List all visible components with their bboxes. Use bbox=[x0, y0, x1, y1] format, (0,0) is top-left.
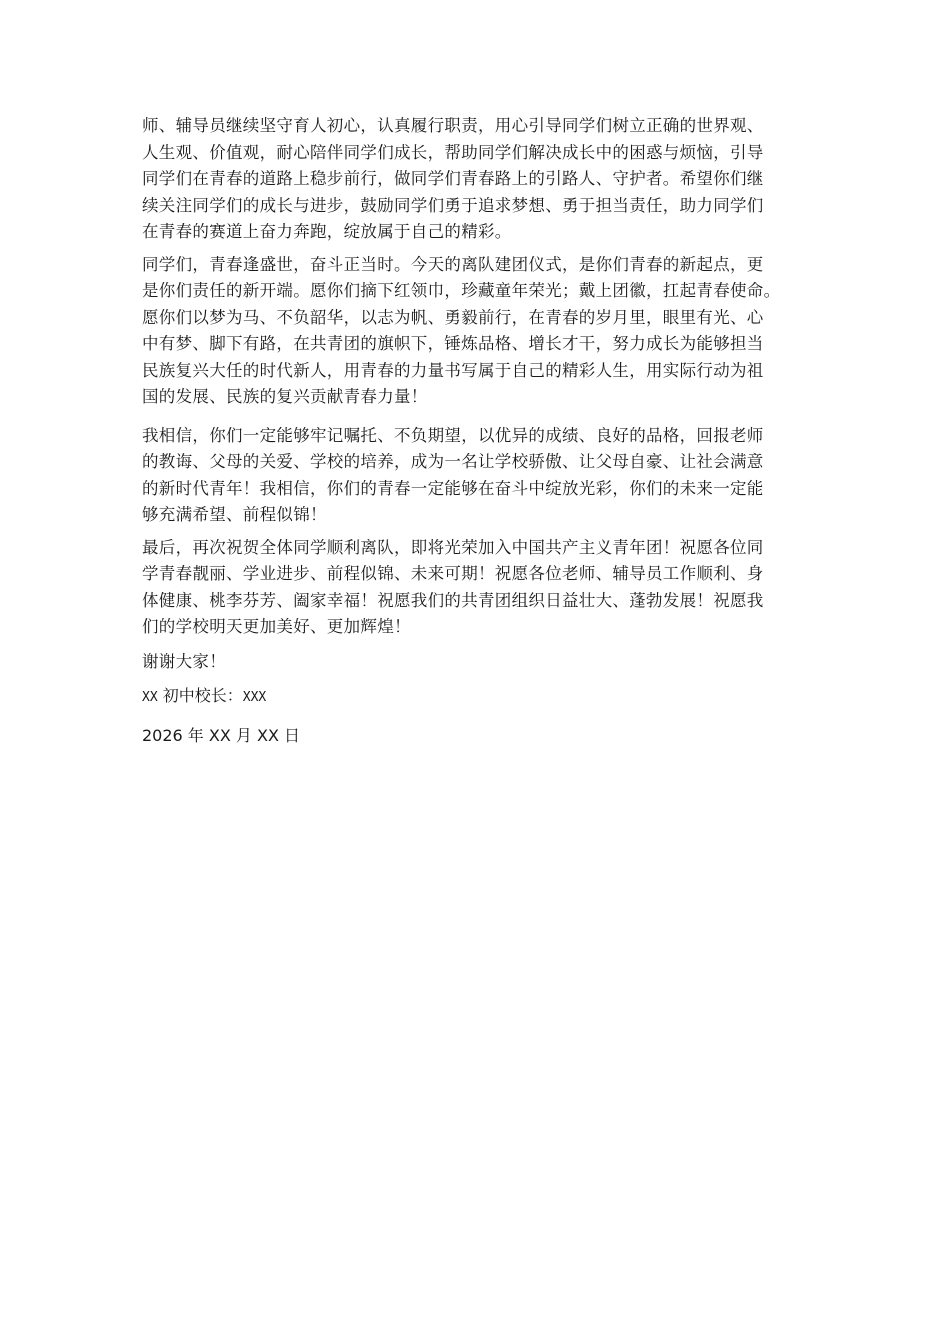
text-line: 师、辅导员继续坚守育人初心，认真履行职责，用心引导同学们树立正确的世界观、 bbox=[142, 116, 764, 135]
paragraph-thanks bbox=[142, 649, 822, 676]
text-line: 谢谢大家！ bbox=[142, 651, 226, 671]
text-line: 国的发展、民族的复兴贡献青春力量！ bbox=[142, 387, 428, 406]
paragraph-closing-wishes bbox=[142, 535, 822, 641]
school-prefix: XX bbox=[142, 690, 158, 705]
paragraph-belief bbox=[142, 423, 822, 529]
text-line: 是你们责任的新开端。愿你们摘下红领巾，珍藏童年荣光；戴上团徽，扛起青春使命。 bbox=[142, 281, 781, 300]
text-line: 民族复兴大任的时代新人，用青春的力量书写属于自己的精彩人生，用实际行动为祖 bbox=[142, 360, 764, 380]
text-line: 的教诲、父母的关爱、学校的培养，成为一名让学校骄傲、让父母自豪、让社会满意 bbox=[142, 452, 764, 471]
text-line: 学青春靓丽、学业进步、前程似锦、未来可期！祝愿各位老师、辅导员工作顺利、身 bbox=[142, 564, 764, 583]
text-line: 们的学校明天更加美好、更加辉煌！ bbox=[142, 617, 411, 636]
document-body bbox=[142, 113, 822, 749]
text-line: 同学们在青春的道路上稳步前行，做同学们青春路上的引路人、守护者。希望你们继 bbox=[142, 169, 764, 188]
text-line: 体健康、桃李芬芳、阖家幸福！祝愿我们的共青团组织日益壮大、蓬勃发展！祝愿我 bbox=[142, 590, 764, 610]
text-line: 最后，再次祝贺全体同学顺利离队，即将光荣加入中国共产主义青年团！祝愿各位同 bbox=[142, 537, 764, 557]
signature-line bbox=[142, 683, 822, 711]
text-line: 愿你们以梦为马、不负韶华，以志为帆、勇毅前行，在青春的岁月里，眼里有光、心 bbox=[142, 307, 764, 327]
text-line: 够充满希望、前程似锦！ bbox=[142, 505, 327, 524]
principal-name: XXX bbox=[242, 690, 267, 705]
text-line: 续关注同学们的成长与进步，鼓励同学们勇于追求梦想、勇于担当责任，助力同学们 bbox=[142, 195, 764, 215]
date-line: 2026 年 XX 月 XX 日 bbox=[142, 726, 300, 745]
text-line: 人生观、价值观，耐心陪伴同学们成长，帮助同学们解决成长中的困惑与烦恼，引导 bbox=[142, 142, 764, 162]
text-line: 中有梦、脚下有路，在共青团的旗帜下，锤炼品格、增长才干，努力成长为能够担当 bbox=[142, 334, 764, 353]
paragraph-students bbox=[142, 252, 822, 411]
text-line: 的新时代青年！我相信，你们的青春一定能够在奋斗中绽放光彩，你们的未来一定能 bbox=[142, 478, 764, 498]
text-line: 同学们，青春逢盛世，奋斗正当时。今天的离队建团仪式，是你们青春的新起点，更 bbox=[142, 254, 764, 274]
text-line: 我相信，你们一定能够牢记嘱托、不负期望，以优异的成绩、良好的品格，回报老师 bbox=[142, 425, 764, 445]
paragraph-teachers bbox=[142, 113, 822, 246]
text-line: 在青春的赛道上奋力奔跑，绽放属于自己的精彩。 bbox=[142, 222, 512, 241]
school-title: 初中校长： bbox=[157, 686, 243, 705]
